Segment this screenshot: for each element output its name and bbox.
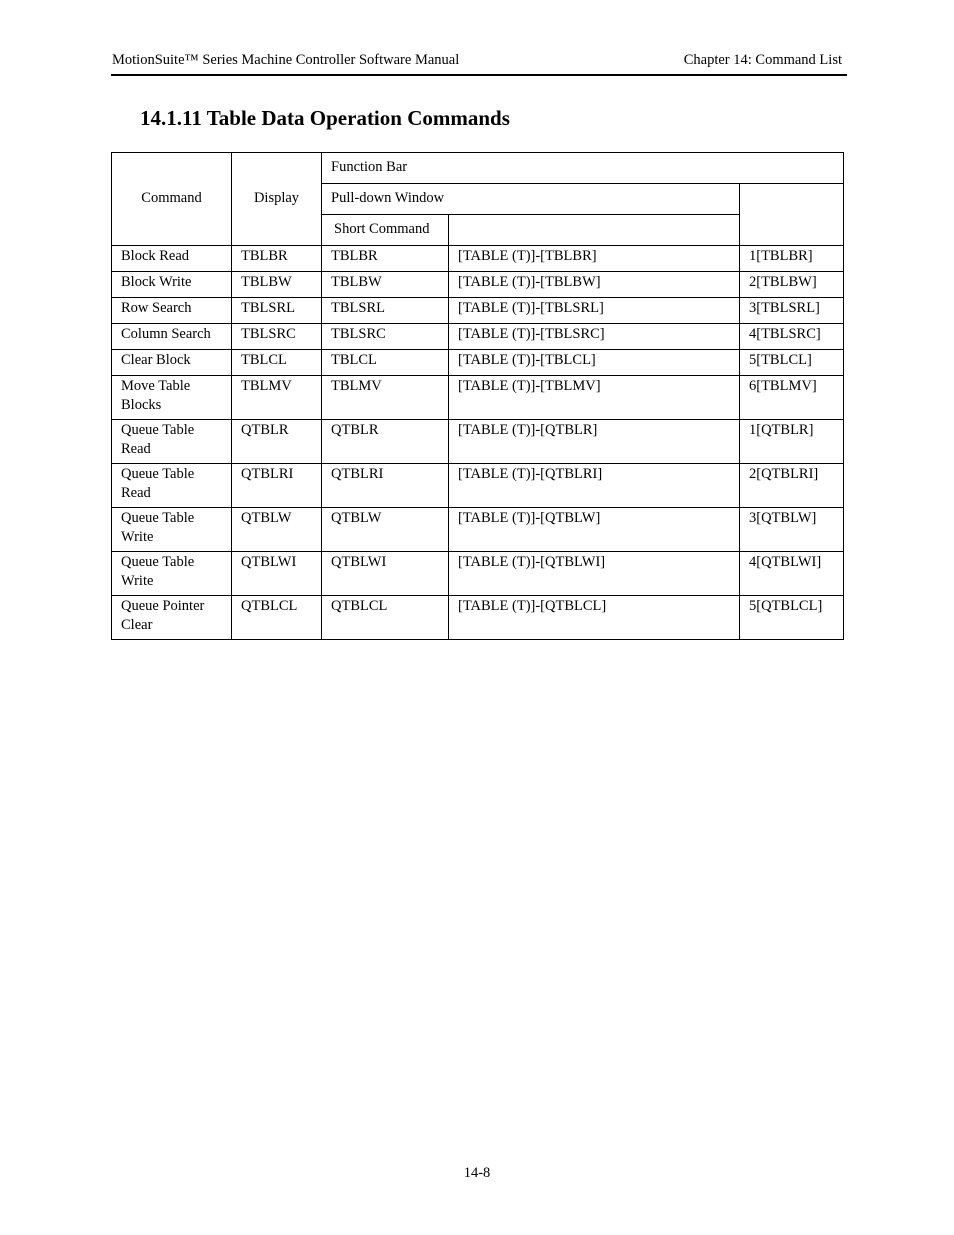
cell-display: QTBLW	[232, 508, 322, 552]
cell-command: Block Read	[112, 246, 232, 272]
cell-function-bar: TBLMV	[322, 376, 449, 420]
table-row	[112, 376, 844, 420]
cell-display: TBLBW	[232, 272, 322, 298]
cell-function-bar: TBLBW	[322, 272, 449, 298]
cell-short-command: 1[TBLBR]	[740, 246, 844, 272]
cell-pulldown: [TABLE (T)]-[QTBLW]	[449, 508, 740, 552]
cell-function-bar: TBLCL	[322, 350, 449, 376]
header-empty-cell	[740, 184, 844, 246]
cell-pulldown: [TABLE (T)]-[QTBLRI]	[449, 464, 740, 508]
header-function-bar: Function Bar	[322, 153, 844, 184]
section-title: 14.1.11 Table Data Operation Commands	[140, 106, 510, 130]
cell-command: Move Table Blocks	[112, 376, 232, 420]
table-row	[112, 350, 844, 376]
header-display: Display	[232, 153, 322, 246]
table-row	[112, 596, 844, 640]
cell-pulldown: [TABLE (T)]-[TBLBR]	[449, 246, 740, 272]
header-short-command: Short Command	[322, 215, 449, 246]
cell-display: QTBLRI	[232, 464, 322, 508]
table-row	[112, 552, 844, 596]
cell-display: TBLSRC	[232, 324, 322, 350]
table-row	[112, 508, 844, 552]
cell-pulldown: [TABLE (T)]-[QTBLWI]	[449, 552, 740, 596]
cell-display: QTBLCL	[232, 596, 322, 640]
cell-function-bar: QTBLRI	[322, 464, 449, 508]
cell-command: Column Search	[112, 324, 232, 350]
cell-short-command: 3[QTBLW]	[740, 508, 844, 552]
cell-function-bar: QTBLW	[322, 508, 449, 552]
header-command: Command	[112, 153, 232, 246]
cell-function-bar: TBLSRL	[322, 298, 449, 324]
cell-pulldown: [TABLE (T)]-[TBLCL]	[449, 350, 740, 376]
page-number: 14-8	[463, 1165, 491, 1181]
cell-display: TBLCL	[232, 350, 322, 376]
cell-short-command: 6[TBLMV]	[740, 376, 844, 420]
cell-pulldown: [TABLE (T)]-[TBLMV]	[449, 376, 740, 420]
cell-short-command: 3[TBLSRL]	[740, 298, 844, 324]
table-row	[112, 298, 844, 324]
cell-function-bar: TBLSRC	[322, 324, 449, 350]
header-empty-cell	[449, 215, 740, 246]
cell-command: Queue Table Read	[112, 464, 232, 508]
cell-short-command: 2[TBLBW]	[740, 272, 844, 298]
cell-short-command: 4[QTBLWI]	[740, 552, 844, 596]
cell-command: Block Write	[112, 272, 232, 298]
table-row	[112, 464, 844, 508]
header-pulldown-window: Pull-down Window	[322, 184, 740, 215]
cell-short-command: 4[TBLSRC]	[740, 324, 844, 350]
cell-command: Queue Table Write	[112, 552, 232, 596]
command-table	[111, 152, 844, 640]
cell-short-command: 5[QTBLCL]	[740, 596, 844, 640]
cell-function-bar: QTBLCL	[322, 596, 449, 640]
cell-display: QTBLWI	[232, 552, 322, 596]
cell-short-command: 2[QTBLRI]	[740, 464, 844, 508]
cell-command: Clear Block	[112, 350, 232, 376]
cell-command: Queue Table Read	[112, 420, 232, 464]
cell-function-bar: TBLBR	[322, 246, 449, 272]
cell-pulldown: [TABLE (T)]-[TBLSRC]	[449, 324, 740, 350]
cell-display: TBLMV	[232, 376, 322, 420]
table-row	[112, 324, 844, 350]
cell-pulldown: [TABLE (T)]-[QTBLCL]	[449, 596, 740, 640]
table-row	[112, 246, 844, 272]
cell-command: Queue Pointer Clear	[112, 596, 232, 640]
page-header	[111, 52, 847, 76]
cell-pulldown: [TABLE (T)]-[QTBLR]	[449, 420, 740, 464]
chapter-title: Chapter 14: Command List	[683, 52, 842, 68]
table-header-row	[112, 153, 844, 184]
cell-display: TBLSRL	[232, 298, 322, 324]
cell-short-command: 1[QTBLR]	[740, 420, 844, 464]
cell-function-bar: QTBLWI	[322, 552, 449, 596]
cell-short-command: 5[TBLCL]	[740, 350, 844, 376]
manual-title: MotionSuite™ Series Machine Controller Software Manual	[112, 52, 460, 68]
cell-pulldown: [TABLE (T)]-[TBLBW]	[449, 272, 740, 298]
cell-display: TBLBR	[232, 246, 322, 272]
cell-pulldown: [TABLE (T)]-[TBLSRL]	[449, 298, 740, 324]
table-row	[112, 420, 844, 464]
cell-command: Row Search	[112, 298, 232, 324]
table-row	[112, 272, 844, 298]
cell-command: Queue Table Write	[112, 508, 232, 552]
cell-display: QTBLR	[232, 420, 322, 464]
cell-function-bar: QTBLR	[322, 420, 449, 464]
